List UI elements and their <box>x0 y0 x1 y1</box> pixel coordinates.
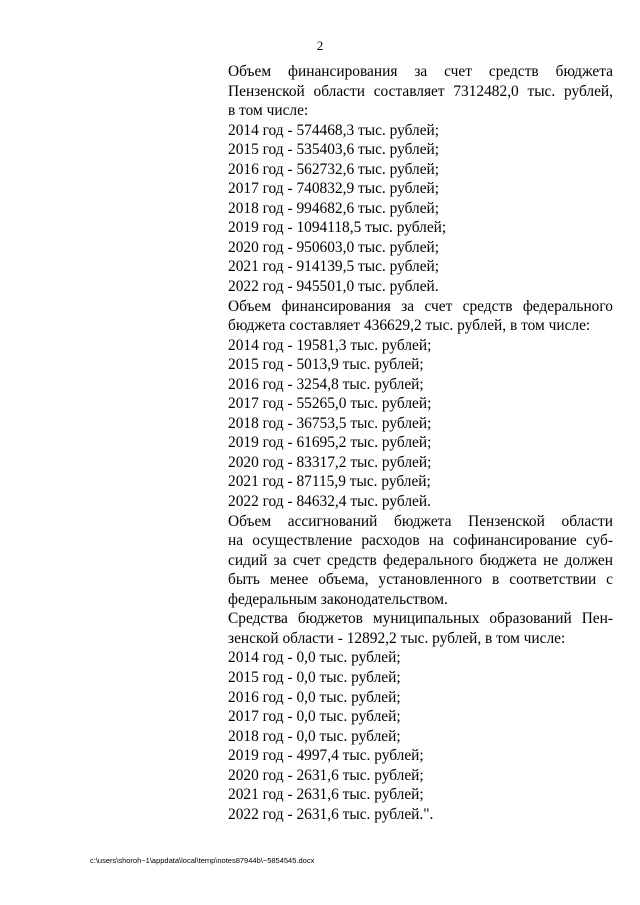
year-amount-line: 2014 год - 19581,3 тыс. рублей; <box>228 336 432 354</box>
year-amount-line: 2018 год - 0,0 тыс. рублей; <box>228 727 401 745</box>
paragraph-line: Объем финансирования за счет средств федерального <box>228 297 613 315</box>
year-amount-line: 2019 год - 4997,4 тыс. рублей; <box>228 747 424 765</box>
paragraph-line: бюджета составляет 436629,2 тыс. рублей, в том числе: <box>228 317 591 335</box>
paragraph-line: сидий за счет средств федерального бюджета не должен <box>228 551 613 569</box>
year-amount-line: 2016 год - 562732,6 тыс. рублей; <box>228 160 440 178</box>
year-amount-line: 2022 год - 945501,0 тыс. рублей. <box>228 278 439 296</box>
year-amount-line: 2019 год - 1094118,5 тыс. рублей; <box>228 219 447 237</box>
year-amount-line: 2017 год - 55265,0 тыс. рублей; <box>228 395 432 413</box>
year-amount-line: 2022 год - 2631,6 тыс. рублей.". <box>228 805 434 823</box>
year-amount-line: 2018 год - 994682,6 тыс. рублей; <box>228 199 440 217</box>
year-amount-line: 2019 год - 61695,2 тыс. рублей; <box>228 434 432 452</box>
paragraph-line: быть менее объема, установленного в соответствии с <box>228 571 613 589</box>
paragraph-line: Объем ассигнований бюджета Пензенской области <box>228 512 613 530</box>
paragraph-line: зенской области - 12892,2 тыс. рублей, в том числе: <box>228 629 566 647</box>
year-amount-line: 2018 год - 36753,5 тыс. рублей; <box>228 414 432 432</box>
page-number: 2 <box>316 38 324 53</box>
regional-budget-section <box>228 62 613 297</box>
paragraph-line: федеральным законодательством. <box>228 590 448 608</box>
year-amount-line: 2014 год - 574468,3 тыс. рублей; <box>228 121 440 139</box>
year-amount-line: 2020 год - 2631,6 тыс. рублей; <box>228 766 424 784</box>
year-amount-line: 2014 год - 0,0 тыс. рублей; <box>228 649 401 667</box>
paragraph-line: на осуществление расходов на софинансирование суб- <box>228 532 613 550</box>
year-amount-line: 2015 год - 5013,9 тыс. рублей; <box>228 356 424 374</box>
year-amount-line: 2016 год - 0,0 тыс. рублей; <box>228 688 401 706</box>
federal-budget-section <box>228 297 613 512</box>
year-amount-line: 2022 год - 84632,4 тыс. рублей. <box>228 493 431 511</box>
paragraph-line: в том числе: <box>228 102 309 120</box>
document-body <box>228 62 613 824</box>
year-amount-line: 2020 год - 950603,0 тыс. рублей; <box>228 238 440 256</box>
assignments-section <box>228 512 613 610</box>
year-amount-line: 2017 год - 740832,9 тыс. рублей; <box>228 180 440 198</box>
municipal-budget-section <box>228 609 613 824</box>
year-amount-line: 2021 год - 2631,6 тыс. рублей; <box>228 786 424 804</box>
year-amount-line: 2017 год - 0,0 тыс. рублей; <box>228 708 401 726</box>
footer-file-path: c:\users\shoroh~1\appdata\local\temp\notes87944b\~5854545.docx <box>90 856 315 865</box>
year-amount-line: 2015 год - 535403,6 тыс. рублей; <box>228 141 440 159</box>
year-amount-line: 2020 год - 83317,2 тыс. рублей; <box>228 453 432 471</box>
year-amount-line: 2021 год - 87115,9 тыс. рублей; <box>228 473 431 491</box>
year-amount-line: 2016 год - 3254,8 тыс. рублей; <box>228 375 424 393</box>
year-amount-line: 2021 год - 914139,5 тыс. рублей; <box>228 258 440 276</box>
paragraph-line: Пензенской области составляет 7312482,0 тыс. рублей, <box>228 82 613 100</box>
year-amount-line: 2015 год - 0,0 тыс. рублей; <box>228 668 401 686</box>
paragraph-line: Объем финансирования за счет средств бюджета <box>228 63 613 80</box>
paragraph-line: Средства бюджетов муниципальных образований Пен- <box>228 610 613 628</box>
